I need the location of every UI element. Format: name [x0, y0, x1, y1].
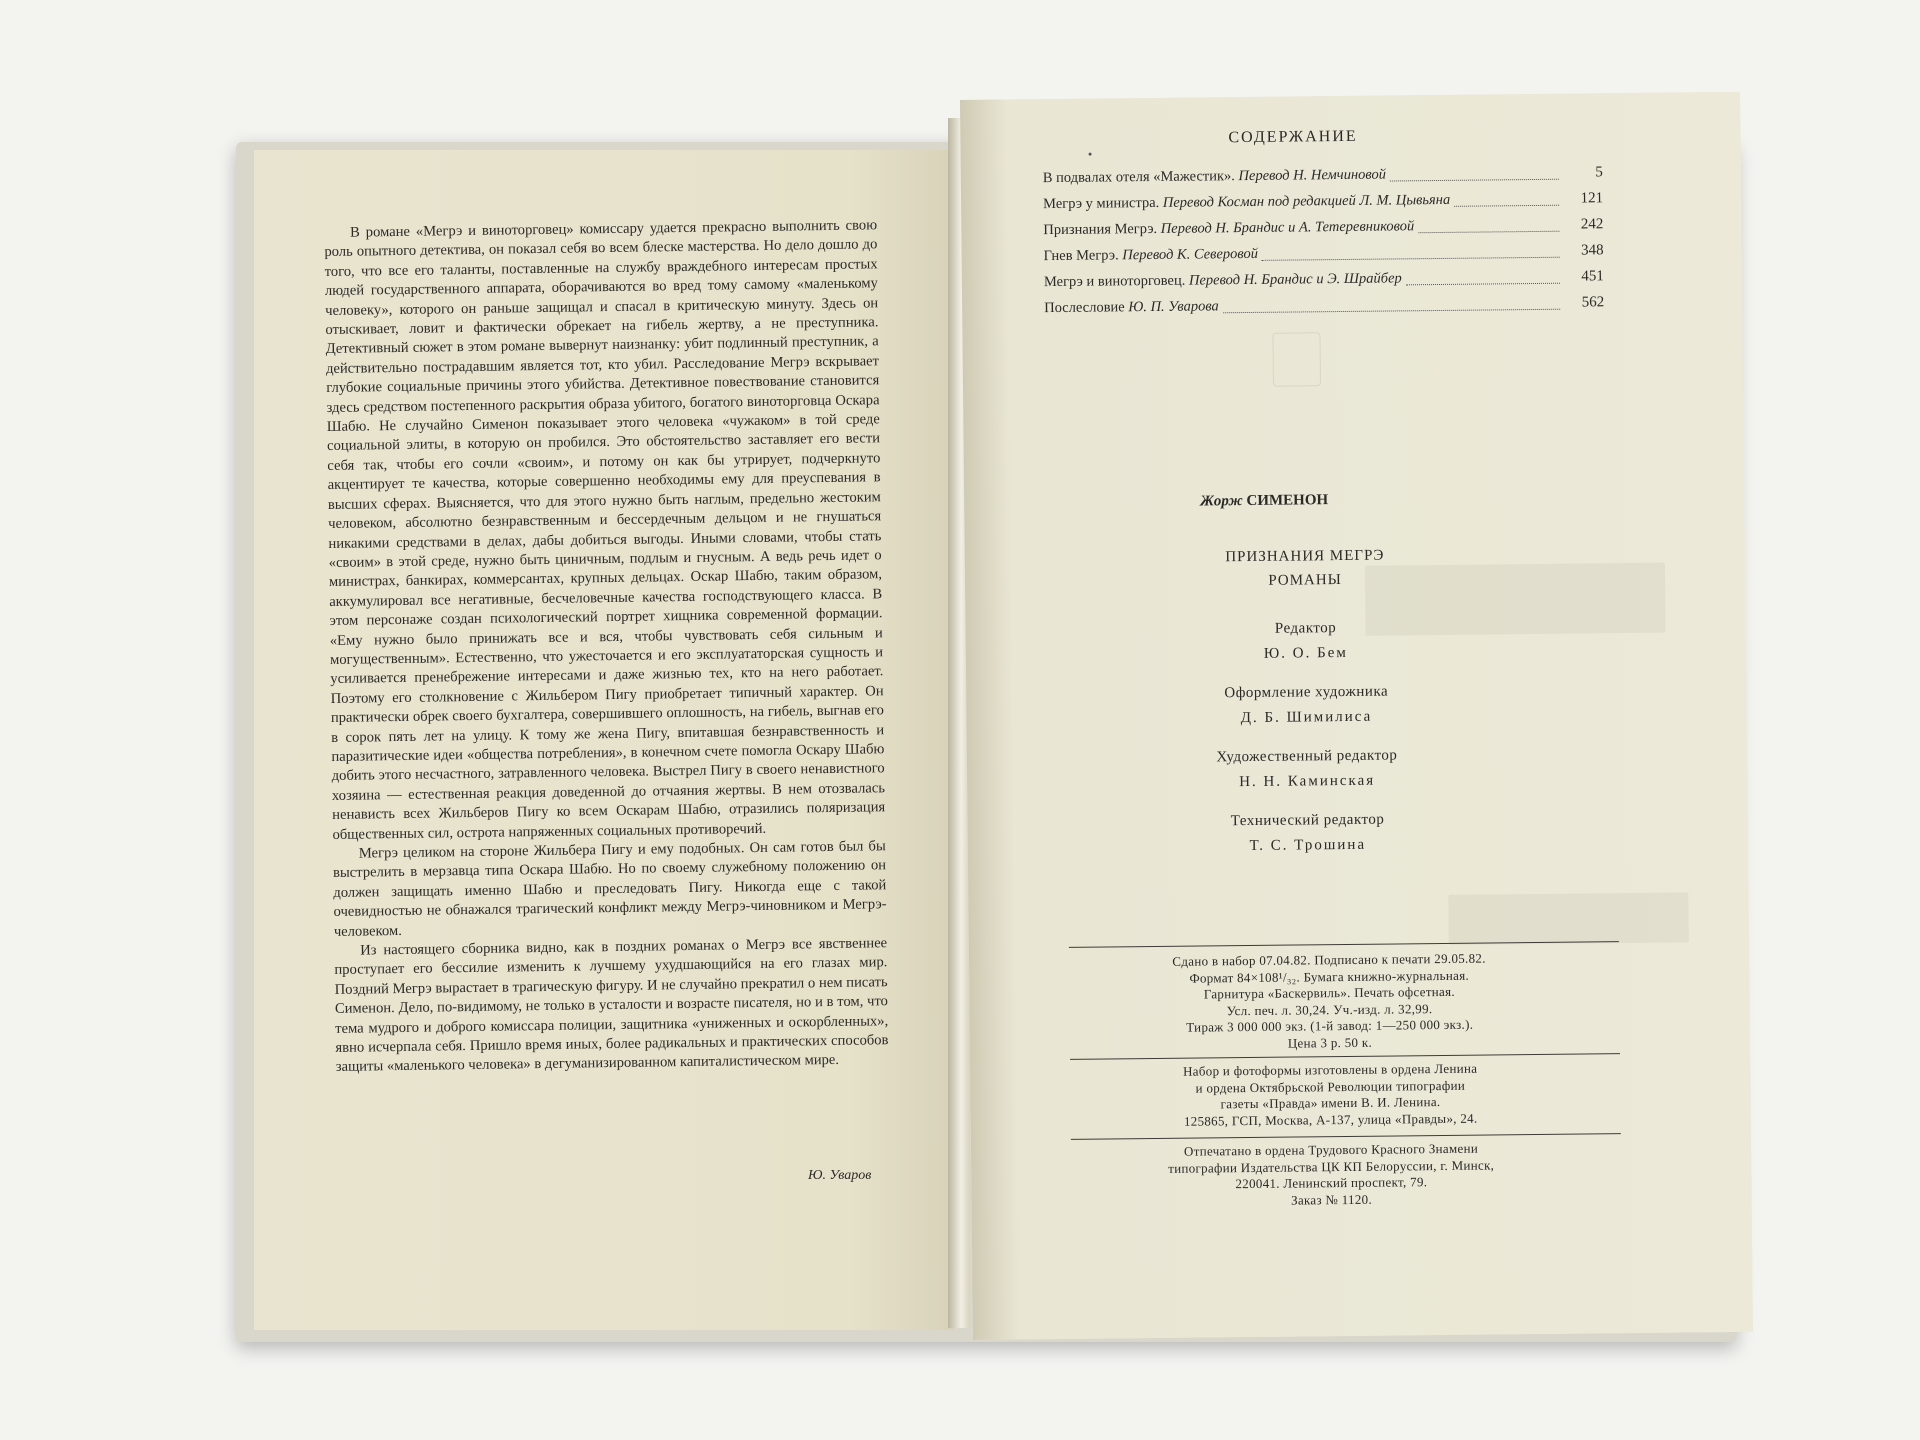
toc-entry-title: Признания Мегрэ. — [1043, 220, 1158, 239]
credit-role: Художественный редактор — [1216, 747, 1398, 766]
imprint-line: Тираж 3 000 000 экз. (1-й завод: 1—250 000 экз.). — [1186, 1016, 1474, 1035]
author-last-name: СИМЕНОН — [1246, 492, 1329, 510]
toc-leader — [1406, 283, 1560, 286]
toc-page-number: 562 — [1581, 294, 1605, 311]
toc-leader — [1223, 309, 1560, 314]
toc-entry-translator: Перевод Н. Немчиновой — [1238, 166, 1387, 185]
table-of-contents — [1043, 159, 1605, 321]
credit-name: Н. Н. Каминская — [1239, 772, 1376, 791]
toc-entry — [1044, 289, 1604, 321]
imprint-line: Отпечатано в ордена Трудового Красного Знамени — [1183, 1140, 1479, 1159]
imprint-line: Сдано в набор 07.04.82. Подписано к печати 29.05.82. — [1172, 950, 1486, 969]
signature: Ю. Уваров — [808, 1168, 872, 1183]
divider-line — [1071, 1133, 1621, 1140]
paragraph: В романе «Мегрэ и виноторговец» комиссару удается прекрасно выполнить свою роль опытного детектива, он показал себя во всем блеске мастерства. Но дело дошло до того, что все его таланты, поставленные на службу враждебного интересам простых людей государственного аппарата, оборачиваются во вред тому самому «маленькому человеку», которого он раньше защищал и спасал в критическую минуту. Здесь он отыскивает, ловит и фактически обрекает на гибель жертву, а не преступника. Детективный сюжет в этом романе вывернут наизнанку: убит подлинный преступник, а действительно пострадавшим является тот, кто убил. Расследование Мегрэ вскрывает глубокие социальные причины этого убийства. Детективное повествование становится здесь средством постепенного раскрытия образа убитого, богатого виноторговца Оскара Шабю. Не случайно Сименон показывает этого человека «чужаком» в той среде социальной элиты, в которую он пробился. Это обстоятельство заставляет его вести себя так, чтобы его сочли «своим», и потому он как бы утрирует, подчеркнуто акцентирует те качества, которые совершенно необходимы ему для преуспевания в высших сферах. Выясняется, что для этого нужно быть наглым, предельно жестоким человеком, абсолютно безнравственным и бессердечным дельцом и не гнушаться никакими средствами в делах, дабы добиться выгоды. Иными словами, чтобы стать «своим» в этой среде, нужно быть циничным, подлым и гнусным. А ведь речь идет о министрах, банкирах, коммерсантах, крупных дельцах. Оскар Шабю, таким образом, аккумулировал все негативные, бесчеловечные качества господствующего класса. В этом персонаже создан психологический портрет хищника современной формации. «Ему нужно было принижать все и вся, чтобы чувствовать себя сильным и могущественным». Естественно, что ужесточается и его эксплуататорская сущность и усиливается пренебрежение интересами и даже жизнью тех, кто на него работает. Поэтому его столкновение с Жильбером Пигу приобретает типичный характер. Он практически обрек своего бухгалтера, совершившего оплошность, на гибель, выгнав его в сорок пять лет на улицу. К тому же жена Пигу, впитавшая безнравственность и паразитические идеи «общества потребления», в конечном счете помогла Оскару Шабю добить этого несчастного, затравленного человека. Выстрел Пигу в своего ненавистного хозяина — естественная реакция доведенной до отчаяния жертвы. В нем отозвалась ненависть всех Жильберов Пигу ко всем Оскарам Шабю, отразились поляризация общественных сил, острота напряженных социальных противоречий. — [324, 217, 886, 843]
credit-role: Технический редактор — [1230, 811, 1385, 830]
toc-entry-translator: Перевод Н. Брандис и Э. Шрайбер — [1188, 270, 1402, 289]
book-title-block — [1225, 544, 1385, 593]
credit-entry — [1167, 743, 1448, 796]
imprint-line: типографии Издательства ЦК КП Белоруссии, г. Минск, — [1168, 1156, 1495, 1176]
credit-name: Т. С. Трошина — [1249, 836, 1367, 855]
imprint-line: Цена 3 р. 50 к. — [1287, 1034, 1373, 1051]
credit-role: Редактор — [1274, 620, 1337, 637]
toc-leader — [1418, 231, 1559, 233]
credit-name: Д. Б. Шимилиса — [1240, 708, 1373, 727]
toc-entry-translator: Перевод К. Северовой — [1122, 245, 1259, 264]
toc-page-number: 242 — [1580, 216, 1604, 233]
imprint-line: газеты «Правда» имени В. И. Ленина. — [1220, 1094, 1441, 1112]
toc-entry-title: Мегрэ у министра. — [1043, 194, 1160, 213]
show-through-text — [1448, 892, 1689, 945]
toc-page-number: 5 — [1595, 164, 1603, 181]
afterword-text — [324, 216, 889, 1078]
credits — [1165, 615, 1448, 874]
divider-line — [1069, 941, 1619, 948]
toc-page-number: 348 — [1581, 242, 1604, 259]
book-subtitle: РОМАНЫ — [1268, 572, 1342, 589]
right-page — [960, 92, 1753, 1340]
toc-page-number: 451 — [1581, 268, 1604, 285]
credit-entry — [1167, 807, 1448, 860]
author-name — [1200, 492, 1328, 510]
toc-leader — [1454, 205, 1559, 207]
imprint-typesetting — [1070, 1059, 1591, 1130]
book-title: ПРИЗНАНИЯ МЕГРЭ — [1225, 547, 1385, 566]
paragraph: Из настоящего сборника видно, как в поздних романах о Мегрэ все явственнее проступает его бессилие изменить к лучшему ухудшающийся на его глазах мир. Поздний Мегрэ вырастает в трагическую фигуру. И не случайно прекратил о нем писать Сименон. Дело, по-видимому, не только в усталости и возрасте писателя, но и в том, что тема мудрого и доброго комиссара полиции, защитника «униженных и оскорбленных», явно исчерпала себя. Пришло время иных, более радикальных и практических способов защиты «маленького человека» в дегуманизированном капиталистическом мире. — [334, 935, 889, 1076]
toc-entry-translator: Перевод Косман под редакцией Л. М. Цывьяна — [1162, 191, 1451, 211]
left-page — [254, 150, 954, 1330]
imprint-line: Формат 84×108¹/₃₂. Бумага книжно-журнальная. — [1189, 967, 1470, 986]
imprint-printing-house — [1071, 1139, 1592, 1210]
toc-leader — [1390, 179, 1559, 182]
credit-name: Ю. О. Бем — [1263, 644, 1348, 662]
imprint-line: Усл. печ. л. 30,24. Уч.-изд. л. 32,99. — [1226, 1000, 1433, 1018]
toc-entry-title: Гнев Мегрэ. — [1043, 247, 1119, 265]
imprint-line: 125865, ГСП, Москва, А-137, улица «Правды», 24. — [1183, 1110, 1478, 1129]
toc-entry-translator: Перевод Н. Брандис и А. Тетеревниковой — [1160, 218, 1415, 237]
imprint-print-details — [1069, 949, 1590, 1053]
library-stamp-mark — [1272, 332, 1321, 386]
imprint-line: и ордена Октябрьской Революции типографии — [1195, 1077, 1466, 1096]
paragraph: Мегрэ целиком на стороне Жильбера Пигу и ему подобных. Он сам готов был бы выстрелить в мерзавца типа Оскара Шабю. Но по своему служебному положению он должен защищать именно Шабю и преследовать Пигу. Никогда еще с такой очевидностью не обнажался трагический конфликт между Мегрэ-чиновником и Мегрэ-человеком. — [332, 838, 887, 940]
author-first-name: Жорж — [1200, 493, 1243, 510]
page-speck — [1089, 153, 1092, 156]
toc-entry-title: Мегрэ и виноторговец. — [1043, 272, 1186, 291]
imprint-line: 220041. Ленинский проспект, 79. — [1235, 1174, 1428, 1192]
imprint-line: Заказ № 1120. — [1291, 1191, 1373, 1208]
imprint-line: Гарнитура «Баскервиль». Печать офсетная. — [1203, 983, 1455, 1002]
toc-entry-title: Послесловие — [1044, 299, 1125, 317]
toc-entry-translator: Ю. П. Уварова — [1128, 298, 1219, 316]
toc-page-number: 121 — [1580, 190, 1604, 207]
toc-leader — [1262, 257, 1560, 261]
toc-heading: СОДЕРЖАНИЕ — [1228, 127, 1358, 147]
divider-line — [1070, 1053, 1620, 1060]
imprint-line: Набор и фотоформы изготовлены в ордена Ленина — [1182, 1060, 1478, 1079]
credit-entry — [1165, 615, 1446, 668]
credit-role: Оформление художника — [1224, 683, 1389, 702]
toc-entry-title: В подвалах отеля «Мажестик». — [1042, 168, 1235, 187]
credit-entry — [1166, 679, 1447, 732]
